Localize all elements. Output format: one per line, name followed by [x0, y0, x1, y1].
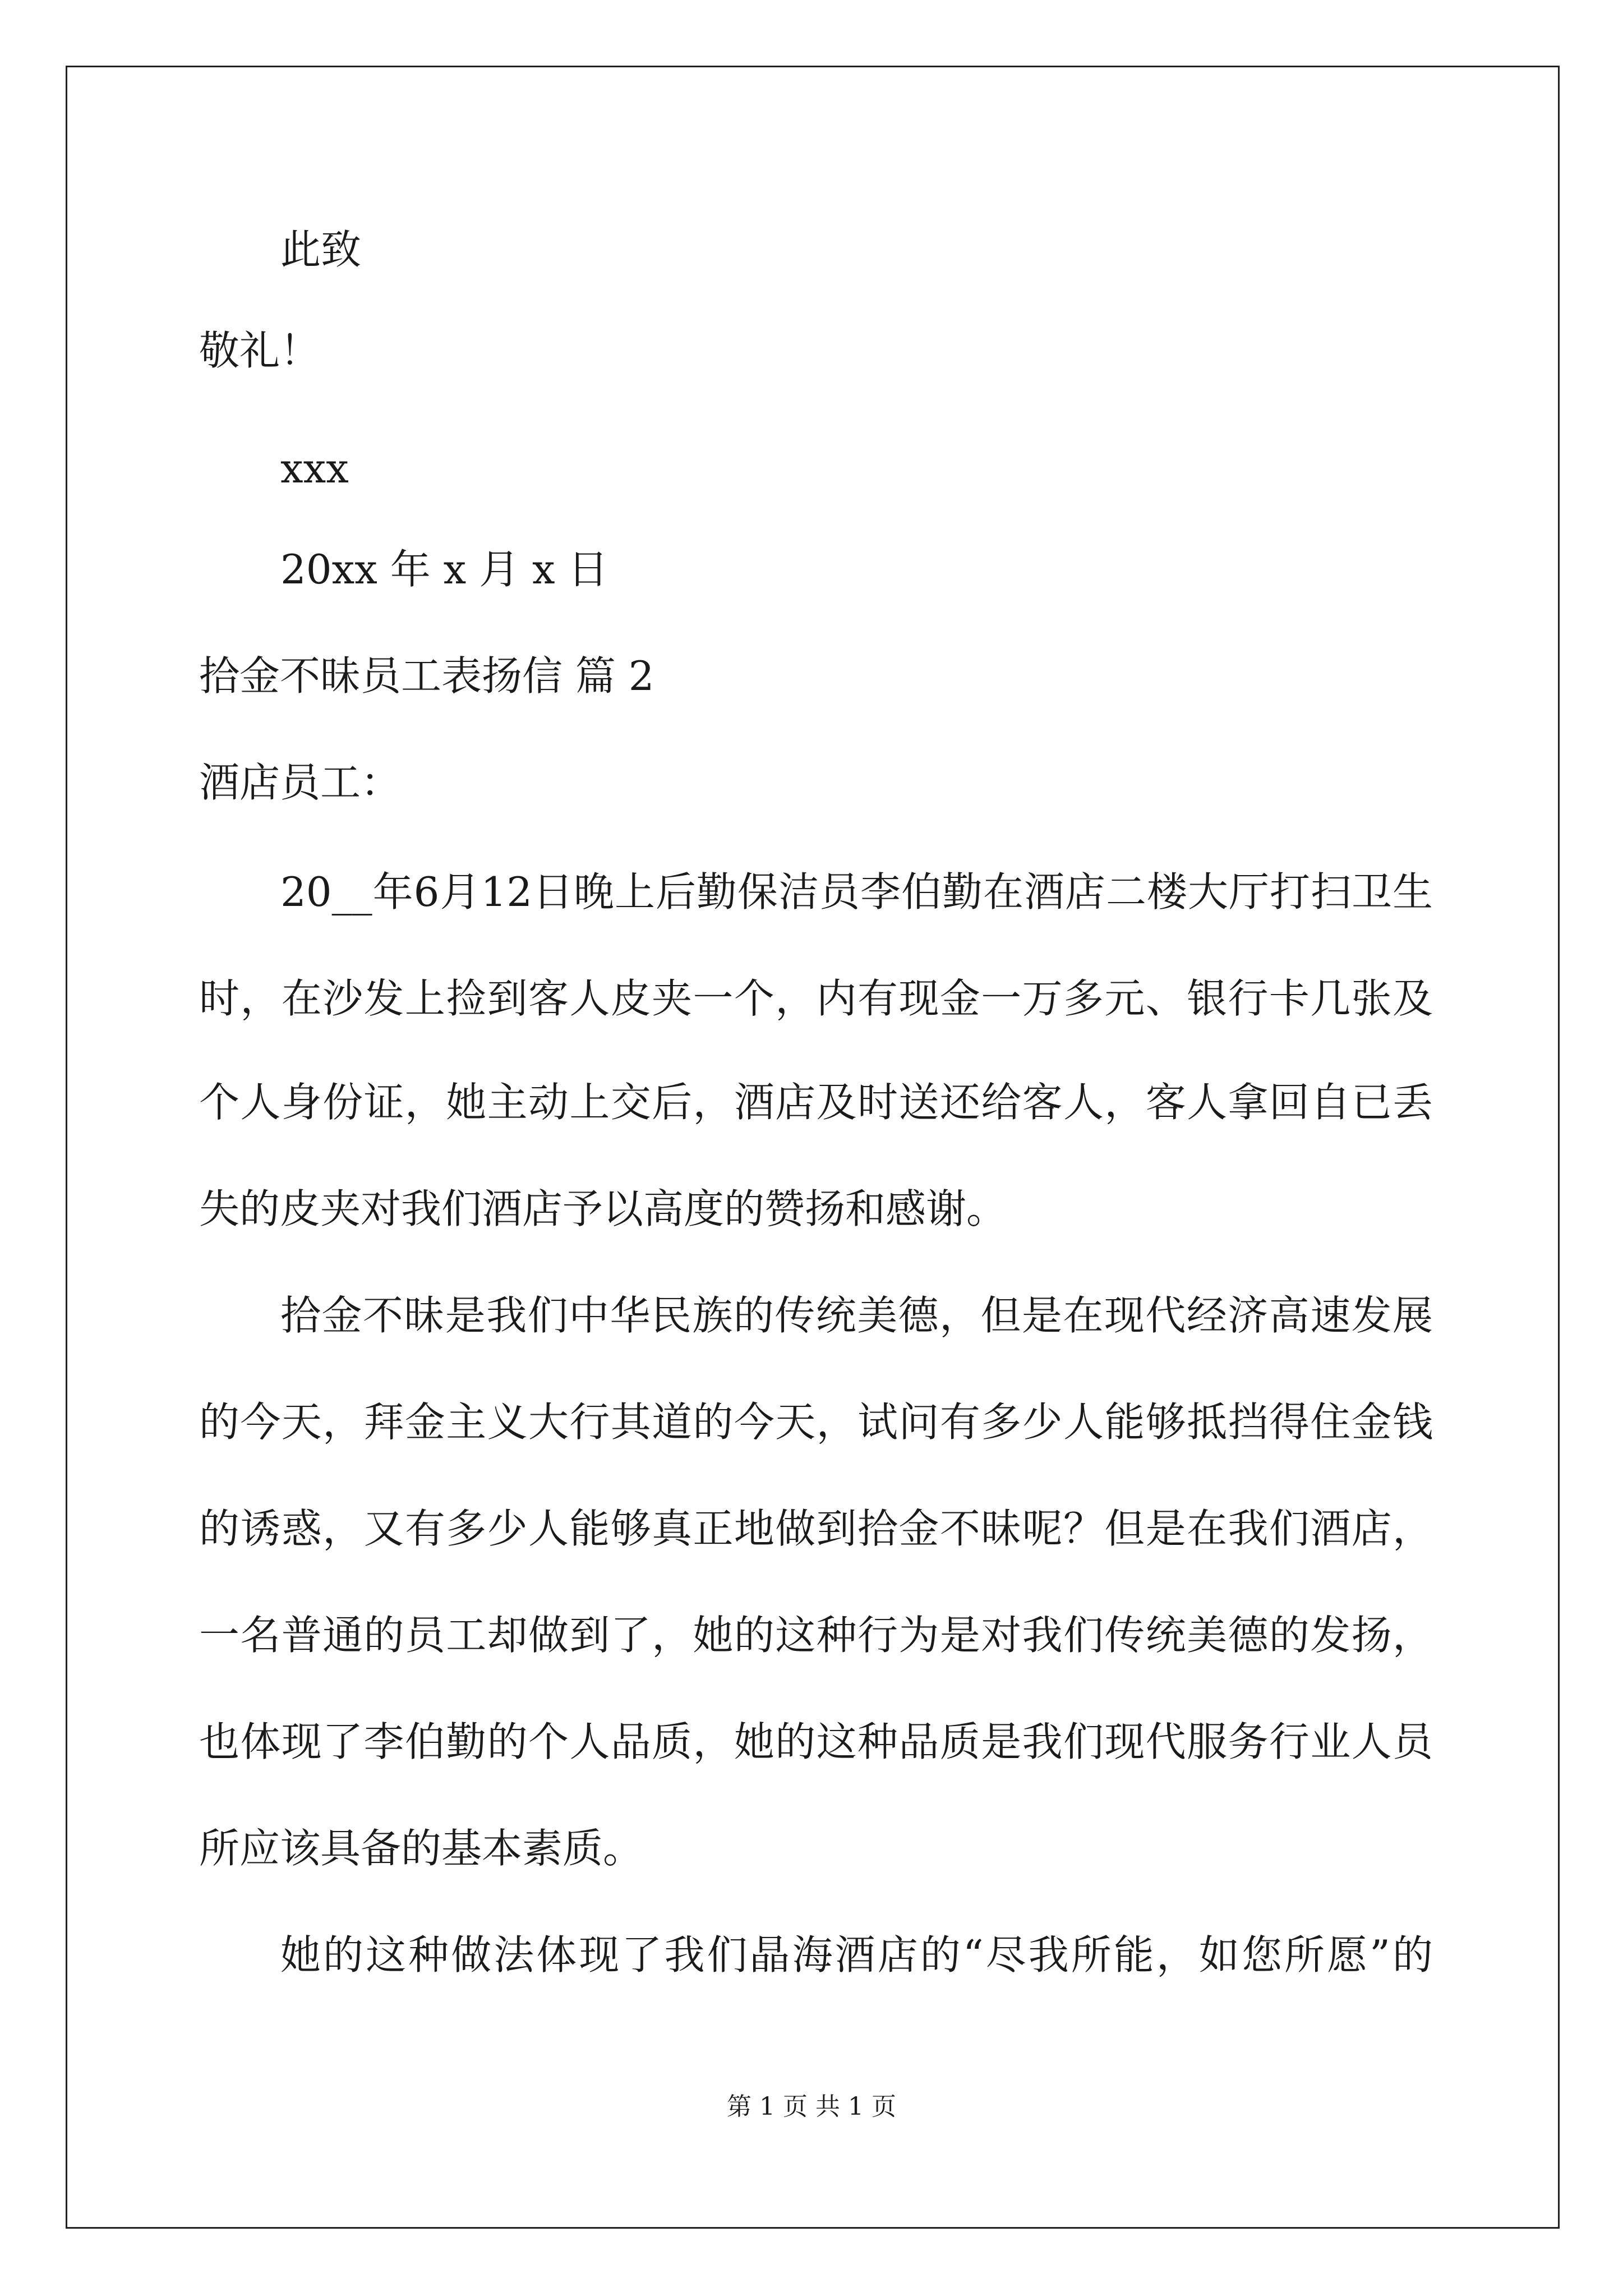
paragraph-2-line-4: 一名普通的员工却做到了，她的这种行为是对我们传统美德的发扬，: [199, 1612, 1433, 1659]
closing-regards: 敬礼！: [199, 327, 321, 374]
paragraph-2-line-3: 的诱惑，又有多少人能够真正地做到拾金不昧呢？但是在我们酒店，: [199, 1505, 1433, 1552]
letter-greeting: 酒店员工：: [199, 759, 402, 806]
paragraph-3-line-1: 她的这种做法体现了我们晶海酒店的“尽我所能，如您所愿”的: [280, 1931, 1433, 1978]
closing-signature: xxx: [280, 445, 349, 492]
paragraph-1-line-3: 个人身份证，她主动上交后，酒店及时送还给客人，客人拿回自已丢: [199, 1079, 1433, 1126]
paragraph-1-line-2: 时，在沙发上捡到客人皮夹一个，内有现金一万多元、银行卡几张及: [199, 975, 1433, 1022]
paragraph-1-line-4: 失的皮夹对我们酒店予以高度的赞扬和感谢。: [199, 1185, 1007, 1232]
page-border: [66, 66, 1560, 2229]
closing-date: 20xx 年 x 月 x 日: [280, 546, 608, 593]
paragraph-1-line-1: 20__年6月12日晚上后勤保洁员李伯勤在酒店二楼大厅打扫卫生: [280, 868, 1433, 915]
paragraph-2-line-1: 拾金不昧是我们中华民族的传统美德，但是在现代经济高速发展: [280, 1292, 1433, 1339]
paragraph-2-line-5: 也体现了李伯勤的个人品质，她的这种品质是我们现代服务行业人员: [199, 1718, 1433, 1765]
section-title: 拾金不昧员工表扬信 篇 2: [199, 652, 654, 700]
closing-salute: 此致: [280, 226, 362, 273]
paragraph-2-line-2: 的今天，拜金主义大行其道的今天，试问有多少人能够抵挡得住金钱: [199, 1398, 1433, 1446]
page-footer: 第 1 页 共 1 页: [727, 2092, 896, 2121]
paragraph-2-line-6: 所应该具备的基本素质。: [199, 1825, 644, 1872]
